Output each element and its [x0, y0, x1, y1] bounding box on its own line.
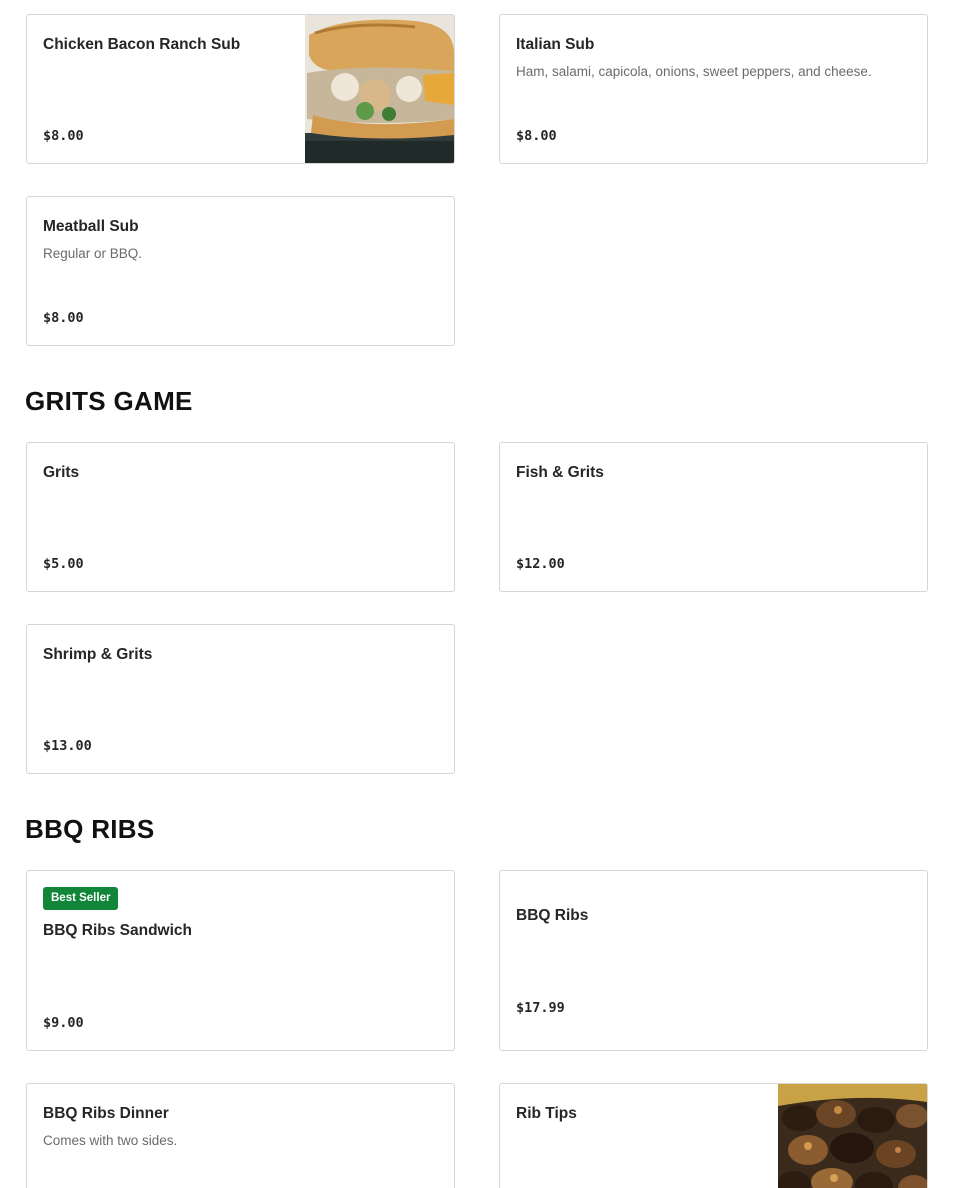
menu-item-bbq-ribs-sandwich[interactable] [26, 870, 455, 1051]
menu-item-bbq-ribs[interactable] [499, 870, 928, 1051]
item-price: $9.00 [43, 1015, 84, 1031]
sandwich-photo-icon [305, 15, 454, 164]
item-price: $8.00 [516, 128, 557, 144]
item-name: Italian Sub [516, 36, 595, 53]
section-title-bbq-ribs: BBQ RIBS [25, 814, 155, 844]
item-price: $13.00 [43, 738, 92, 754]
item-price: $5.00 [43, 556, 84, 572]
item-name: Meatball Sub [43, 218, 139, 235]
item-price: $8.00 [43, 310, 84, 326]
item-description: Regular or BBQ. [43, 246, 143, 261]
menu-item-chicken-bacon-ranch-sub[interactable] [26, 14, 455, 164]
item-name: BBQ Ribs Sandwich [43, 922, 192, 939]
rib-tips-photo-icon [778, 1084, 927, 1188]
menu-item-fish-and-grits[interactable] [499, 442, 928, 592]
item-name: Chicken Bacon Ranch Sub [43, 36, 241, 53]
menu-item-bbq-ribs-dinner[interactable] [26, 1083, 455, 1188]
menu-item-shrimp-and-grits[interactable] [26, 624, 455, 774]
item-name: Shrimp & Grits [43, 646, 153, 663]
item-price: $12.00 [516, 556, 565, 572]
item-name: Rib Tips [516, 1105, 577, 1122]
menu-item-meatball-sub[interactable] [26, 196, 455, 346]
item-description: Comes with two sides. [43, 1133, 178, 1148]
item-name: BBQ Ribs Dinner [43, 1105, 169, 1122]
item-name: BBQ Ribs [516, 907, 589, 924]
item-price: $8.00 [43, 128, 84, 144]
best-seller-badge: Best Seller [43, 887, 118, 910]
item-name: Grits [43, 464, 80, 481]
menu-item-rib-tips[interactable] [499, 1083, 928, 1188]
section-title-grits-game: GRITS GAME [25, 386, 193, 416]
item-description: Ham, salami, capicola, onions, sweet peppers, and cheese. [516, 64, 872, 79]
menu-item-grits[interactable] [26, 442, 455, 592]
item-name: Fish & Grits [516, 464, 604, 481]
item-price: $17.99 [516, 1000, 565, 1016]
menu-item-italian-sub[interactable] [499, 14, 928, 164]
